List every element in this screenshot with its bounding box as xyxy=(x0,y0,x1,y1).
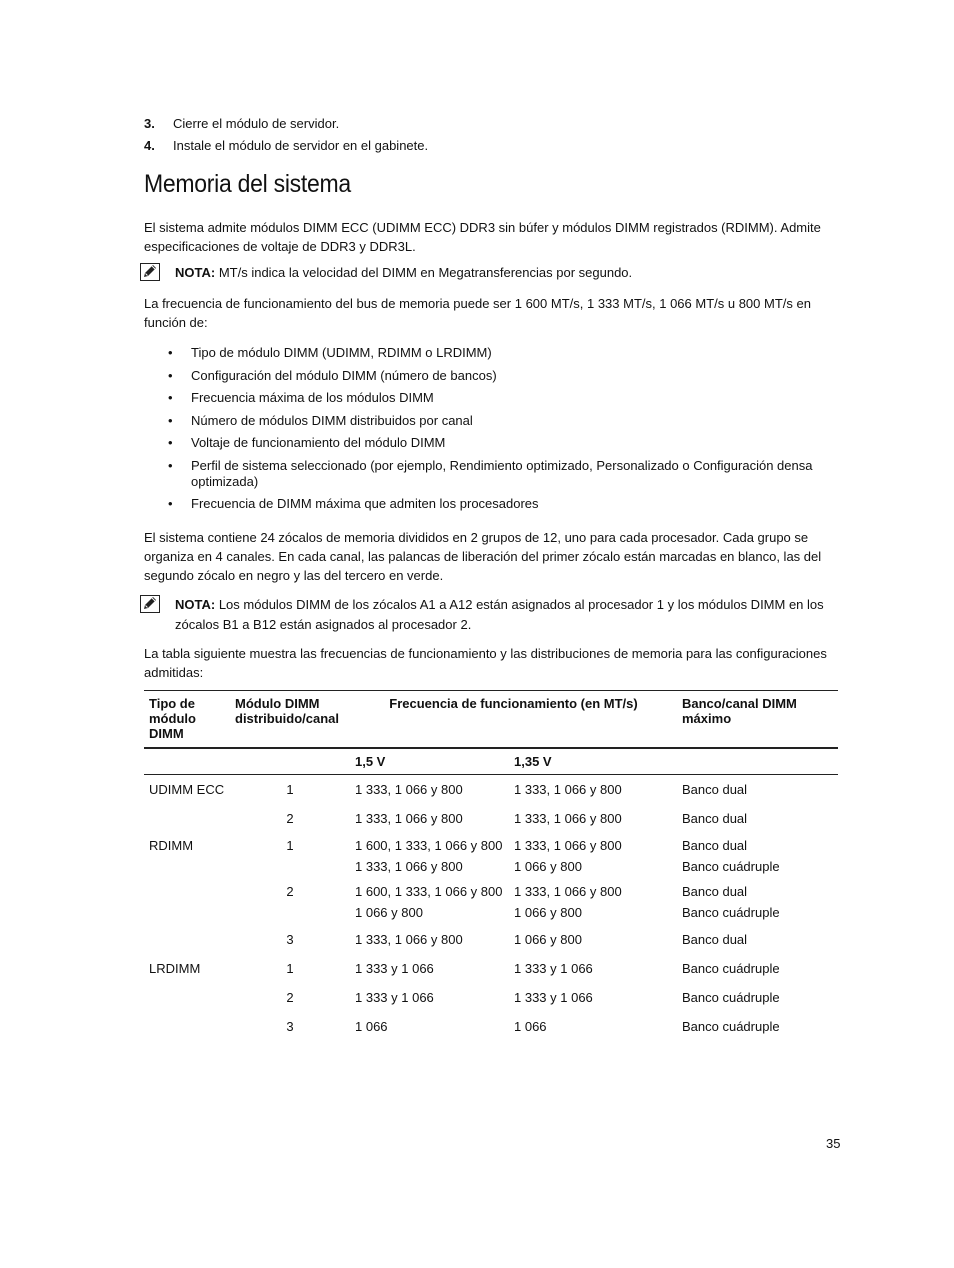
list-item: • Voltaje de funcionamiento del módulo DIMM xyxy=(168,435,818,451)
table-subheader-row xyxy=(144,748,838,775)
table-row xyxy=(144,950,838,979)
cell-modulo xyxy=(230,902,350,923)
note-text: MT/s indica la velocidad del DIMM en Megatransferencias por segundo. xyxy=(218,265,633,280)
header-voltage-1-35: 1,35 V xyxy=(509,748,677,775)
step-number: 3. xyxy=(144,116,155,131)
cell-v15: 1 066 y 800 xyxy=(355,905,423,920)
cell-banco: Banco dual xyxy=(682,838,748,853)
cell-tipo xyxy=(144,856,230,877)
cell-modulo: 2 xyxy=(286,811,294,826)
cell-modulo: 3 xyxy=(286,1019,294,1034)
cell-v135: 1 333, 1 066 y 800 xyxy=(514,782,622,797)
table-row xyxy=(144,775,838,801)
cell-tipo xyxy=(144,1008,230,1037)
table-header-row xyxy=(144,691,838,749)
cell-v135: 1 066 y 800 xyxy=(514,905,582,920)
step-text: Cierre el módulo de servidor. xyxy=(173,116,340,131)
table-intro-paragraph: La tabla siguiente muestra las frecuencias de funcionamiento y las distribuciones de memoria para las configuraciones admitidas: xyxy=(144,646,827,680)
cell-banco: Banco dual xyxy=(682,782,748,797)
memory-frequency-table xyxy=(144,690,838,1037)
list-item: • Tipo de módulo DIMM (UDIMM, RDIMM o LRDIMM) xyxy=(168,345,818,361)
table-row xyxy=(144,902,838,923)
cell-tipo xyxy=(144,800,230,829)
cell-banco: Banco dual xyxy=(682,811,748,826)
table-row xyxy=(144,1008,838,1037)
cell-v15: 1 333, 1 066 y 800 xyxy=(355,932,463,947)
list-item: • Frecuencia de DIMM máxima que admiten los procesadores xyxy=(168,496,818,512)
step-number: 4. xyxy=(144,138,155,153)
cell-banco: Banco cuádruple xyxy=(682,859,780,874)
cell-v135: 1 066 xyxy=(514,1019,547,1034)
cell-modulo xyxy=(230,856,350,877)
cell-modulo: 1 xyxy=(286,782,294,797)
cell-v135: 1 066 y 800 xyxy=(514,932,582,947)
pencil-note-icon xyxy=(140,595,160,613)
table-row xyxy=(144,877,838,902)
cell-v15: 1 333 y 1 066 xyxy=(355,961,434,976)
cell-modulo: 1 xyxy=(286,961,294,976)
cell-banco: Banco cuádruple xyxy=(682,1019,780,1034)
cell-v15: 1 333, 1 066 y 800 xyxy=(355,782,463,797)
cell-v15: 1 600, 1 333, 1 066 y 800 xyxy=(355,838,503,853)
table-row xyxy=(144,829,838,856)
sockets-paragraph: El sistema contiene 24 zócalos de memoria divididos en 2 grupos de 12, uno para cada procesador. Cada grupo se organiza en 4 canales. En cada canal, las palancas de liberación del primer zócalo están marcadas en blanco, las del segundo zócalo en negro y las del tercero en verde. xyxy=(144,530,822,583)
cell-v135: 1 333, 1 066 y 800 xyxy=(514,811,622,826)
table-row xyxy=(144,923,838,950)
cell-tipo: UDIMM ECC xyxy=(149,782,225,797)
cell-tipo xyxy=(144,923,230,950)
cell-banco: Banco cuádruple xyxy=(682,990,780,1005)
note-label: NOTA: xyxy=(175,265,216,280)
table-row xyxy=(144,979,838,1008)
cell-modulo: 3 xyxy=(286,932,294,947)
list-item: • Frecuencia máxima de los módulos DIMM xyxy=(168,390,818,406)
step-list xyxy=(144,115,844,159)
table-row xyxy=(144,856,838,877)
cell-tipo xyxy=(144,979,230,1008)
cell-v15: 1 333, 1 066 y 800 xyxy=(355,859,463,874)
step-item xyxy=(144,115,844,137)
header-tipo: Tipo de módulo DIMM xyxy=(144,691,230,749)
cell-v135: 1 333 y 1 066 xyxy=(514,961,593,976)
cell-v15: 1 066 xyxy=(355,1019,388,1034)
cell-banco: Banco dual xyxy=(682,932,748,947)
cell-v15: 1 600, 1 333, 1 066 y 800 xyxy=(355,884,503,899)
pencil-note-icon xyxy=(140,263,160,281)
header-modulo: Módulo DIMM distribuido/canal xyxy=(230,691,350,749)
cell-modulo: 2 xyxy=(286,990,294,1005)
step-text: Instale el módulo de servidor en el gabinete. xyxy=(173,138,429,153)
section-heading: Memoria del sistema xyxy=(144,170,351,198)
cell-modulo: 2 xyxy=(286,884,294,899)
note-text: Los módulos DIMM de los zócalos A1 a A12 están asignados al procesador 1 y los módulos DIMM en los zócalos B1 a B12 están asignados al procesador 2. xyxy=(175,597,824,632)
cell-banco: Banco cuádruple xyxy=(682,961,780,976)
header-voltage-1-5: 1,5 V xyxy=(350,748,509,775)
list-item: • Perfil de sistema seleccionado (por ejemplo, Rendimiento optimizado, Personalizado o Configuración densa optimizada) xyxy=(168,458,818,490)
step-item xyxy=(144,137,844,159)
cell-v135: 1 066 y 800 xyxy=(514,859,582,874)
header-frecuencia: Frecuencia de funcionamiento (en MT/s) xyxy=(350,691,677,749)
cell-v15: 1 333, 1 066 y 800 xyxy=(355,811,463,826)
page-number: 35 xyxy=(826,1136,841,1151)
cell-banco: Banco dual xyxy=(682,884,748,899)
list-item: • Configuración del módulo DIMM (número de bancos) xyxy=(168,368,818,384)
factor-list xyxy=(168,345,818,519)
table-row xyxy=(144,800,838,829)
cell-tipo: RDIMM xyxy=(149,838,194,853)
cell-v135: 1 333, 1 066 y 800 xyxy=(514,838,622,853)
note-label: NOTA: xyxy=(175,597,216,612)
cell-banco: Banco cuádruple xyxy=(682,905,780,920)
cell-v135: 1 333, 1 066 y 800 xyxy=(514,884,622,899)
cell-tipo: LRDIMM xyxy=(149,961,201,976)
cell-v15: 1 333 y 1 066 xyxy=(355,990,434,1005)
cell-tipo xyxy=(144,877,230,902)
list-item: • Número de módulos DIMM distribuidos por canal xyxy=(168,413,818,429)
cell-v135: 1 333 y 1 066 xyxy=(514,990,593,1005)
header-banco: Banco/canal DIMM máximo xyxy=(677,691,838,749)
frequency-paragraph: La frecuencia de funcionamiento del bus de memoria puede ser 1 600 MT/s, 1 333 MT/s, 1 066 MT/s u 800 MT/s en función de: xyxy=(144,296,811,330)
cell-tipo xyxy=(144,902,230,923)
intro-paragraph: El sistema admite módulos DIMM ECC (UDIMM ECC) DDR3 sin búfer y módulos DIMM registrados (RDIMM). Admite especificaciones de voltaje de DDR3 y DDR3L. xyxy=(144,220,821,254)
cell-modulo: 1 xyxy=(286,838,294,853)
